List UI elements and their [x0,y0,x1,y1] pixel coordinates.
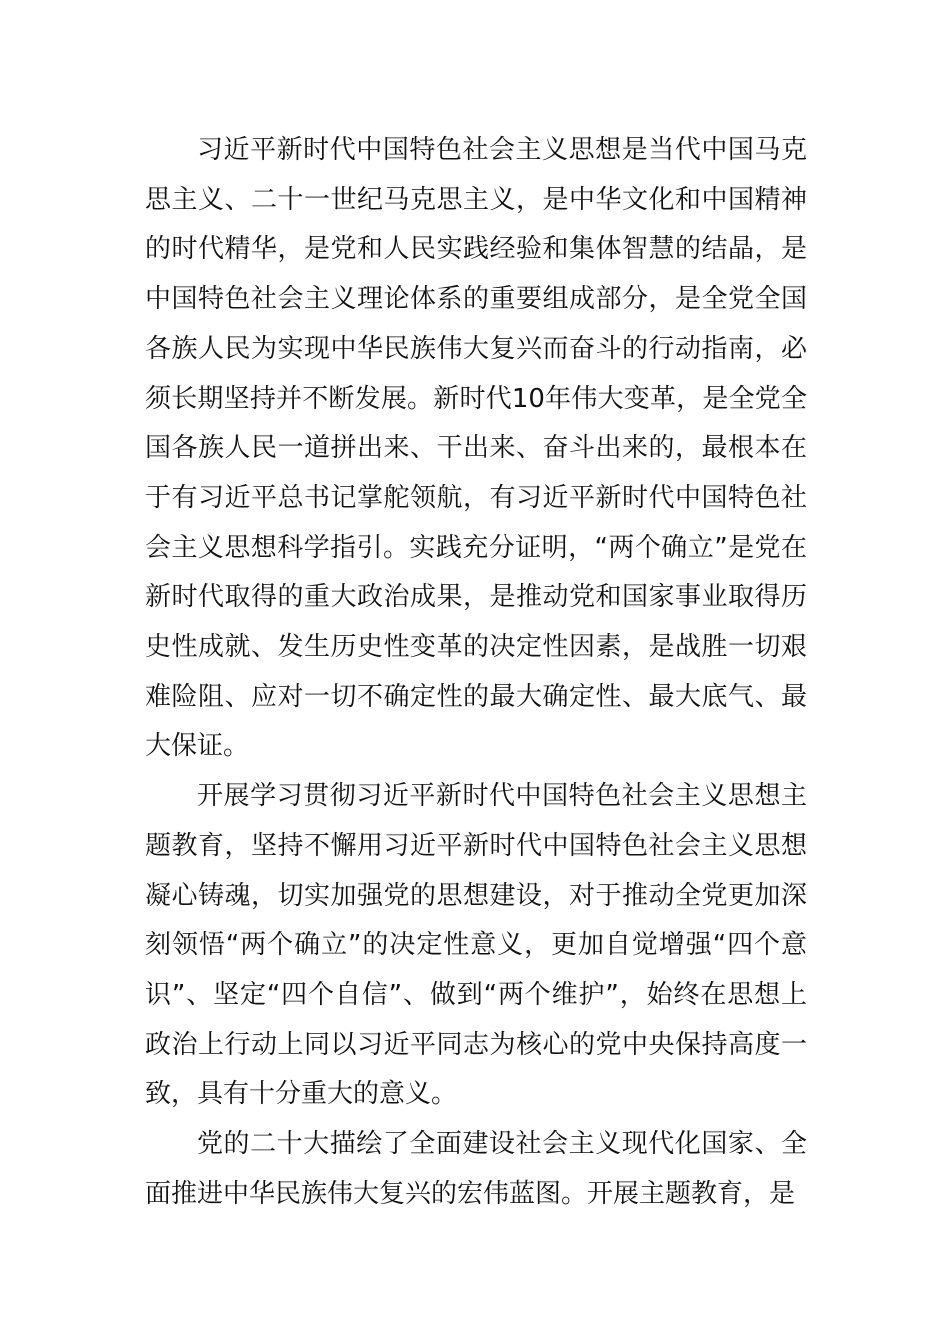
paragraph-3: 党的二十大描绘了全面建设社会主义现代化国家、全面推进中华民族伟大复兴的宏伟蓝图。开展主题教育，是 [145,1129,807,1209]
document-body [145,126,807,1219]
paragraph-1: 习近平新时代中国特色社会主义思想是当代中国马克思主义、二十一世纪马克思主义，是中华文化和中国精神的时代精华，是党和人民实践经验和集体智慧的结晶，是中国特色社会主义理论体系的重要组成部分，是全党全国各族人民为实现中华民族伟大复兴而奋斗的行动指南，必须长期坚持并不断发展。新时代10年伟大变革，是全党全国各族人民一道拼出来、干出来、奋斗出来的，最根本在于有习近平总书记掌舵领航，有习近平新时代中国特色社会主义思想科学指引。实践充分证明，“两个确立”是党在新时代取得的重大政治成果，是推动党和国家事业取得历史性成就、发生历史性变革的决定性因素，是战胜一切艰难险阻、应对一切不确定性的最大确定性、最大底气、最大保证。 [145,135,807,762]
paragraph-2: 开展学习贯彻习近平新时代中国特色社会主义思想主题教育，坚持不懈用习近平新时代中国特色社会主义思想凝心铸魂，切实加强党的思想建设，对于推动全党更加深刻领悟“两个确立”的决定性意义，更加自觉增强“四个意识”、坚定“四个自信”、做到“两个维护”，始终在思想上政治上行动上同以习近平同志为核心的党中央保持高度一致，具有十分重大的意义。 [145,781,807,1110]
